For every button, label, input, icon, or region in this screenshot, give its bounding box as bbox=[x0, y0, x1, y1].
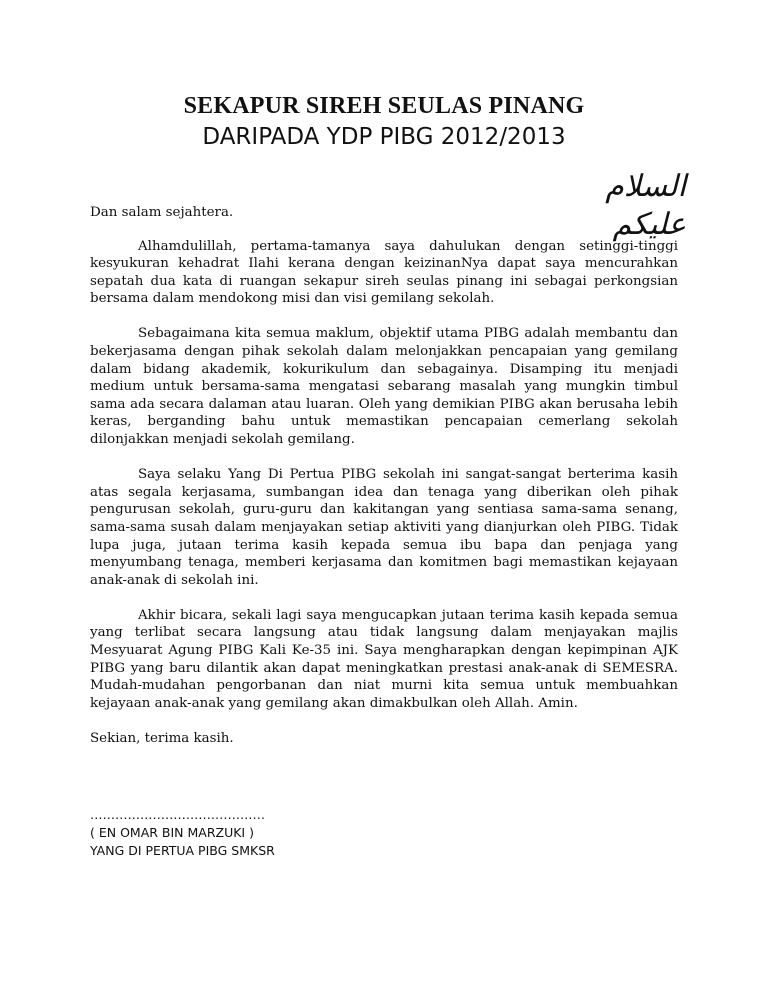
letter-closing: Sekian, terima kasih. bbox=[90, 730, 234, 746]
letter-body bbox=[90, 204, 678, 747]
paragraph-thanks: Saya selaku Yang Di Pertua PIBG sekolah ini sangat-sangat berterima kasih atas segala kerjasama, sumbangan idea dan tenaga yang diberikan oleh pihak pengurusan sekolah, guru-guru dan kakitangan yang sentiasa sama-sama senang, sama-sama susah dalam menjayakan setiap aktiviti yang dianjurkan oleh PIBG. Tidak lupa juga, jutaan terima kasih kepada semua ibu bapa dan penjaga yang menyumbang tenaga, memberi kerjasama dan komitmen bagi memastikan kejayaan anak-anak di sekolah ini. bbox=[90, 467, 678, 588]
paragraph-conclusion: Akhir bicara, sekali lagi saya mengucapkan jutaan terima kasih kepada semua yang terlibat secara langsung atau tidak langsung dalam menjayakan majlis Mesyuarat Agung PIBG Kali Ke-35 ini. Saya mengharapkan dengan kepimpinan AJK PIBG yang baru dilantik akan dapat meningkatkan prestasi anak-anak di SEMESRA. Mudah-mudahan pengorbanan dan niat murni kita semua untuk membuahkan kejayaan anak-anak yang gemilang akan dimakbulkan oleh Allah. Amin. bbox=[90, 607, 678, 711]
signatory-position: YANG DI PERTUA PIBG SMKSR bbox=[90, 843, 275, 858]
paragraph-intro: Alhamdulillah, pertama-tamanya saya dahulukan dengan setinggi-tinggi kesyukuran kehadrat Ilahi kerana dengan keizinanNya dapat saya mencurahkan sepatah dua kata di ruangan sekapur sireh seulas pinang ini sebagai perkongsian bersama dalam mendokong misi dan visi gemilang sekolah. bbox=[90, 238, 678, 307]
paragraph-objective: Sebagaimana kita semua maklum, objektif utama PIBG adalah membantu dan bekerjasama dengan pihak sekolah dalam melonjakkan pencapaian yang gemilang dalam bidang akademik, kokurikulum dan sebagainya. Disamping itu menjadi medium untuk bersama-sama mengatasi sebarang masalah yang mungkin timbul sama ada secara dalaman atau luaran. Oleh yang demikian PIBG akan berusaha lebih keras, berganding bahu untuk memastikan pencapaian cemerlang sekolah dilonjakkan menjadi sekolah gemilang. bbox=[90, 326, 678, 448]
salam-greeting-arabic: السلام عليكم bbox=[605, 169, 686, 242]
signature-block bbox=[90, 806, 390, 860]
page-subtitle: DARIPADA YDP PIBG 2012/2013 bbox=[202, 124, 566, 150]
signature-line: …………………………………… bbox=[90, 807, 265, 822]
page-title: SEKAPUR SIREH SEULAS PINANG bbox=[183, 93, 585, 119]
signatory-name: ( EN OMAR BIN MARZUKI ) bbox=[90, 825, 254, 840]
letter-greeting: Dan salam sejahtera. bbox=[90, 205, 234, 220]
